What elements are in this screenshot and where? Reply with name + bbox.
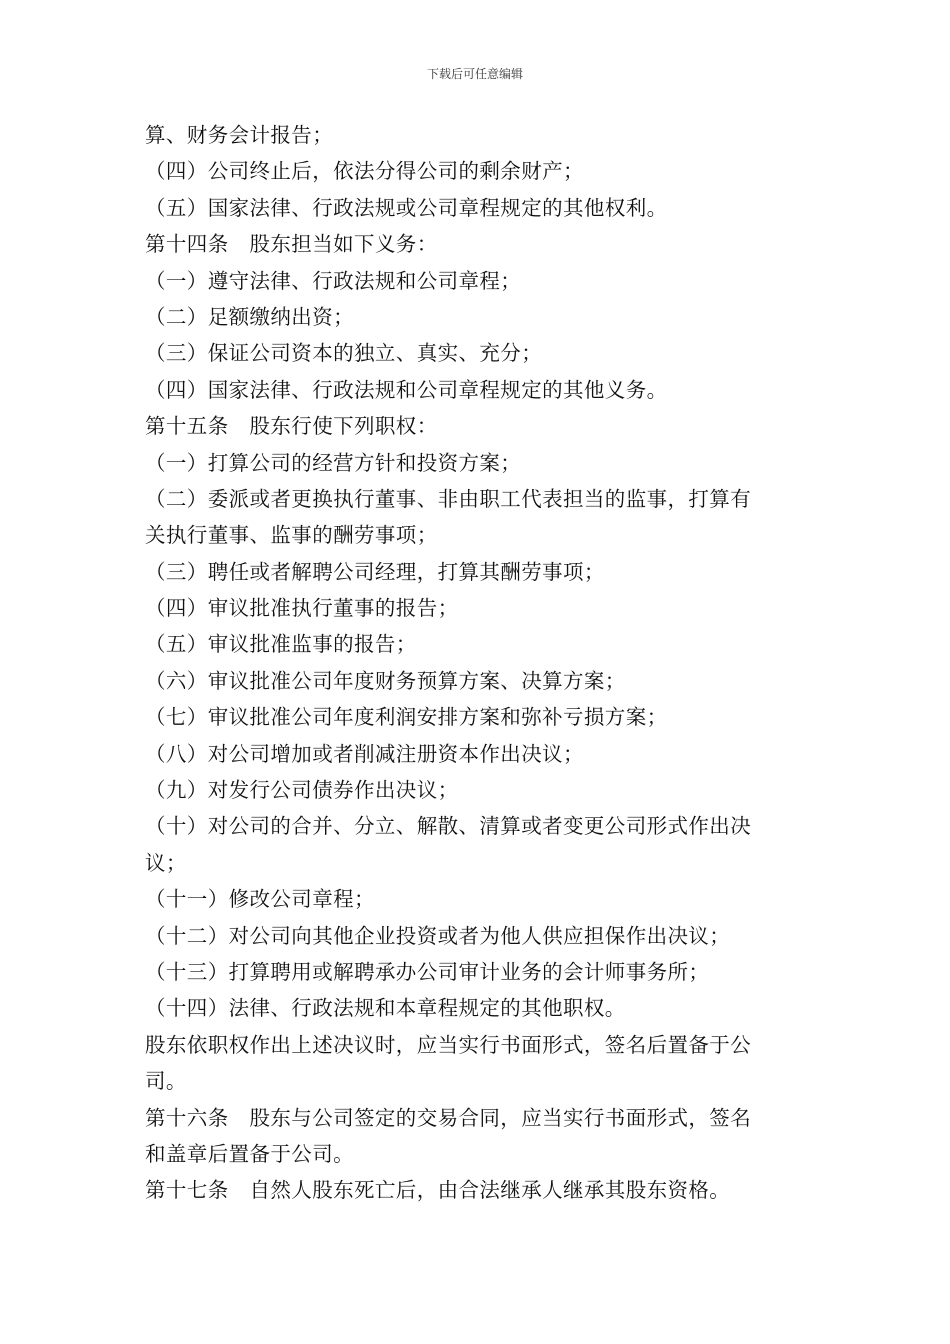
article-heading: 第十四条 股东担当如下义务：	[145, 232, 438, 257]
text-line: （五）审议批准监事的报告；	[145, 632, 417, 657]
article-heading: 第十五条 股东行使下列职权：	[145, 414, 438, 439]
text-line: 和盖章后置备于公司。	[145, 1141, 354, 1166]
text-line: （七）审议批准公司年度利润安排方案和弥补亏损方案；	[145, 705, 668, 730]
text-line: （十四）法律、行政法规和本章程规定的其他职权。	[145, 996, 626, 1021]
text-line: （八）对公司增加或者削减注册资本作出决议；	[145, 741, 584, 766]
document-body	[145, 117, 810, 1209]
text-line: （五）国家法律、行政法规或公司章程规定的其他权利。	[145, 195, 668, 220]
text-line: （六）审议批准公司年度财务预算方案、决算方案；	[145, 668, 626, 693]
text-line: （三）保证公司资本的独立、真实、充分；	[145, 341, 543, 366]
text-line: （一）打算公司的经营方针和投资方案；	[145, 450, 522, 475]
text-line: （四）国家法律、行政法规和公司章程规定的其他义务。	[145, 377, 668, 402]
text-line: （十）对公司的合并、分立、解散、清算或者变更公司形式作出决	[145, 814, 752, 839]
text-line: （四）公司终止后，依法分得公司的剩余财产；	[145, 159, 584, 184]
text-line: （二）委派或者更换执行董事、非由职工代表担当的监事，打算有	[145, 486, 752, 511]
text-line: （二）足额缴纳出资；	[145, 304, 354, 329]
page-header: 下载后可任意编辑	[426, 67, 523, 81]
text-line: （十一）修改公司章程；	[145, 887, 375, 912]
text-line: 算、财务会计报告；	[145, 123, 334, 147]
text-line: 司。	[145, 1069, 187, 1094]
text-line: （十三）打算聘用或解聘承办公司审计业务的会计师事务所；	[145, 959, 710, 984]
text-line: （四）审议批准执行董事的报告；	[145, 596, 459, 621]
text-line: （三）聘任或者解聘公司经理，打算其酬劳事项；	[145, 559, 605, 584]
text-line: （十二）对公司向其他企业投资或者为他人供应担保作出决议；	[145, 923, 731, 948]
text-line: 议；	[145, 850, 187, 875]
article-heading: 第十六条 股东与公司签定的交易合同，应当实行书面形式，签名	[145, 1105, 752, 1130]
text-line: 关执行董事、监事的酬劳事项；	[145, 523, 438, 548]
article-heading: 第十七条 自然人股东死亡后，由合法继承人继承其股东资格。	[145, 1178, 731, 1203]
text-line: 股东依职权作出上述决议时，应当实行书面形式，签名后置备于公	[145, 1032, 752, 1057]
text-line: （九）对发行公司债券作出决议；	[145, 778, 459, 803]
text-line: （一）遵守法律、行政法规和公司章程；	[145, 268, 522, 293]
